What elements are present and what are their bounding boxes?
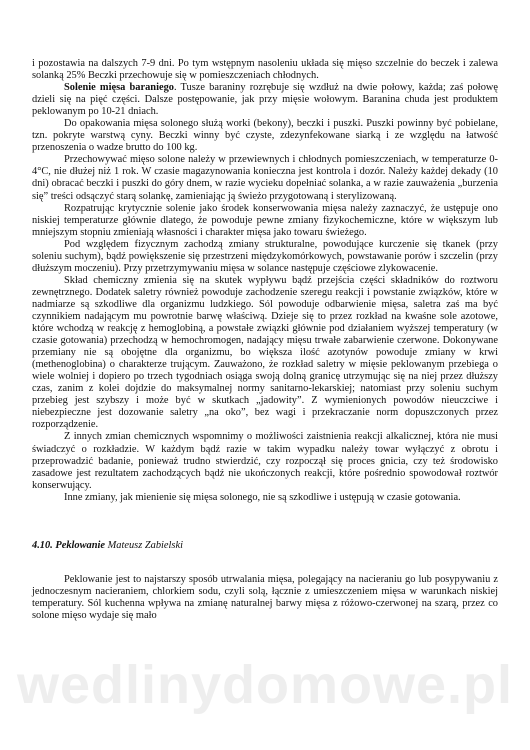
paragraph-1: i pozostawia na dalszych 7-9 dni. Po tym wstępnym nasoleniu układa się mięso szczelnie do beczek i zalewa solanką 25% Beczki przechowuje się w pomieszczeniach chłodnych. (32, 58, 498, 82)
paragraph-5: Rozpatrując krytycznie solenie jako środek konserwowania mięsa należy zaznaczyć, że ustępuje ono niskiej temperaturze głównie dlatego, że powoduje pewne zmiany fizykochemiczne, które w większym lub mniejszym stopniu zmieniają własności i charakter mięsa jako towaru świeżego. (32, 202, 498, 238)
document-body (32, 58, 498, 622)
section-author: Mateusz Zabielski (107, 539, 183, 551)
paragraph-8: Z innych zmian chemicznych wspomnimy o możliwości zaistnienia reakcji alkalicznej, która nie musi świadczyć o rozkładzie. W każdym bądź razie w takim wypadku należy towar wyłączyć z obrotu i przeprowadzić badanie, ponieważ trudno stwierdzić, czy rozpoczął się proces gnicia, czy też środowisko zasadowe jest rezultatem zachodzących bądź nie ukończonych reakcji, które pośrednio spowodował roztwór konserwujący. (32, 431, 498, 491)
paragraph-3: Do opakowania mięsa solonego służą worki (bekony), beczki i puszki. Puszki powinny być pobielane, tzn. pokryte warstwą cyny. Beczki winny być czyste, zdezynfekowane siarką i ze względu na łatwość przenoszenia o wadze brutto do 100 kg. (32, 118, 498, 154)
paragraph-2-text: . Tusze baraniny rozrębuje się wzdłuż na dwie połowy, każda; zaś połowę dzieli się na pięć części. Dalsze postępowanie, jak przy mięsie wołowym. Baranina chuda jest produktem peklowanym po 10-21 dniach. (32, 82, 499, 118)
paragraph-9: Inne zmiany, jak mienienie się mięsa solonego, nie są szkodliwe i ustępują w czasie gotowania. (64, 491, 461, 503)
section-paragraph: Peklowanie jest to najstarszy sposób utrwalania mięsa, polegający na nacieraniu go lub posypywaniu z jednoczesnym nacieraniem, chlorkiem sodu, czyli solą, łącznie z umieszczeniem mięsa w warunkach niskiej temperatury. Sól kuchenna wpływa na zmianę naturalnej barwy mięsa z różowo-czerwonej na szarą, przez co solone mięso wydaje się mało (32, 573, 498, 621)
section-number: 4.10. (32, 539, 53, 551)
paragraph-4: Przechowywać mięso solone należy w przewiewnych i chłodnych pomieszczeniach, w temperaturze 0-4°C, nie dłużej niż 1 rok. W czasie magazynowania konieczna jest kontrola i dozór. Należy każdej dekady (10 dni) obracać beczki i puszki do góry dnem, w razie wycieku dopełniać solanka, a w razie zauważenia „burzenia się” treści odsączyć starą solankę, zamieniając ją świeżo przygotowaną i sterylizowaną. (32, 154, 498, 202)
paragraph-2 (32, 82, 498, 118)
watermark: wedlinydomowe.pl (16, 655, 514, 715)
section-heading (32, 540, 498, 552)
section-gap (32, 504, 498, 540)
paragraph-7: Skład chemiczny zmienia się na skutek wypływu bądź przejścia części składników do roztworu zewnętrznego. Dodatek saletry również powoduje zachodzenie szeregu reakcji i powstanie związków, które w nadmiarze są szkodliwe dla organizmu ludzkiego. Sól powoduje odbarwienie mięsa, saletra zaś ma być czynnikiem nadającym mu powrotnie barwę właściwą. Dzieje się to przez rozkład na kwaśne sole azotowe, które wchodzą w reakcję z hemoglobiną, a powstałe związki głównie pod działaniem wyższej temperatury (w czasie gotowania) przechodzą w hemochromogen, nadający mięsu trwałe zabarwienie czerwone. Dokonywane przemiany nie są obojętne dla organizmu, bo większa ilość azotynów powoduje zmiany w krwi (methenoglobina) o charakterze trującym. Zauważono, że rozkład saletry w mięsie peklowanym przebiega o wiele wolniej i dopiero po trzech tygodniach osiąga swoją dolną granicę utrzymując się na niej przez dłuższy czas, zanim z kolei dojdzie do maksymalnej normy sanitarno-lekarskiej; natomiast przy soleniu suchym przebieg jest szybszy i może być w skutkach „jadowity”. Z wymienionych powodów nieuczciwe i niebezpieczne jest dozowanie saletry „na oko”, bez wagi i przekraczanie norm dopuszczonych przez rozporządzenie. (32, 274, 498, 431)
paragraph-2-lead: Solenie mięsa baraniego (64, 82, 174, 94)
paragraph-6: Pod względem fizycznym zachodzą zmiany strukturalne, powodujące kurczenie się tkanek (przy soleniu suchym), bądź powiększenie się przestrzeni międzykomórkowych, powstawanie porów i szczelin (przy dłuższym moczeniu). Przy przetrzymywaniu mięsa w solance następuje częściowe zlykowacenie. (32, 238, 498, 274)
section-title: Peklowanie (55, 539, 106, 551)
